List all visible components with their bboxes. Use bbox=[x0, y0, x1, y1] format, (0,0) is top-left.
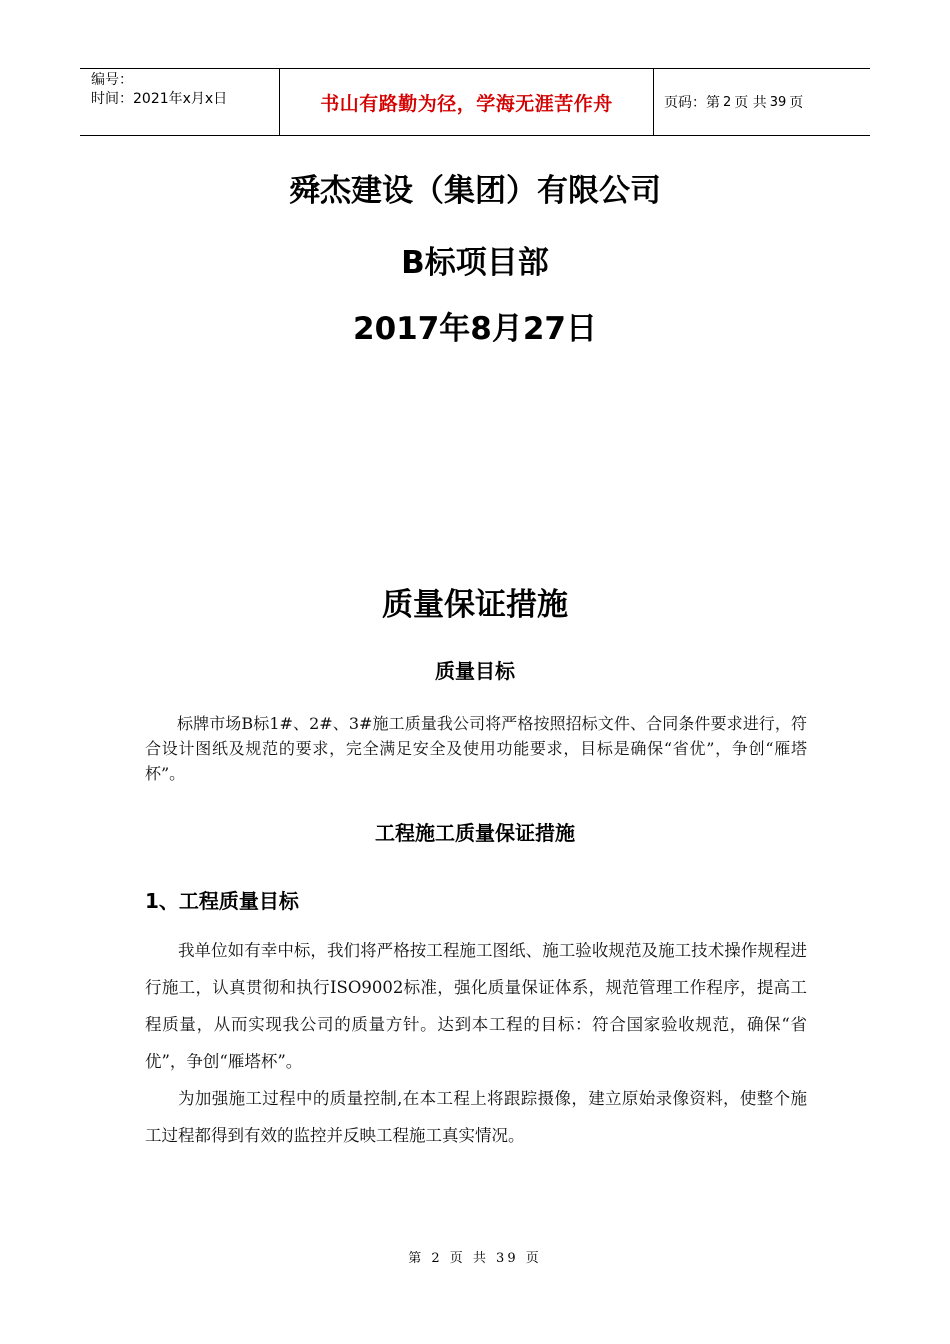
main-heading: 质量保证措施 bbox=[382, 587, 568, 623]
sub-heading-quality-goal: 质量目标 bbox=[435, 659, 515, 683]
page-label: 页码：第 bbox=[664, 95, 720, 111]
page-mid: 页 共 bbox=[734, 95, 767, 111]
paragraph-video-recording: 为加强施工过程中的质量控制,在本工程上将跟踪摄像，建立原始录像资料，使整个施工过程都得到有效的监控并反映工程施工真实情况。 bbox=[145, 1089, 807, 1145]
header-page-info bbox=[654, 69, 870, 135]
number-label: 编号： bbox=[91, 72, 133, 88]
page-header bbox=[80, 68, 870, 136]
page-total: 39 bbox=[769, 94, 787, 110]
header-meta bbox=[80, 69, 280, 135]
paragraph-section-1: 我单位如有幸中标，我们将严格按工程施工图纸、施工验收规范及施工技术操作规程进行施工，认真贯彻和执行ISO9002标准，强化质量保证体系，规范管理工作程序，提高工程质量，从而实现我公司的质量方针。达到本工程的目标：符合国家验收规范，确保“省优”，争创“雁塔杯”。 bbox=[145, 941, 807, 1071]
department-title: B标项目部 bbox=[401, 245, 549, 281]
section-1-title: 1、工程质量目标 bbox=[145, 889, 299, 913]
page-current: 2 bbox=[723, 94, 732, 110]
page-footer: 第 2 页 共 39 页 bbox=[408, 1251, 542, 1266]
page-suffix: 页 bbox=[789, 95, 804, 111]
header-motto: 书山有路勤为径，学海无涯苦作舟 bbox=[280, 69, 654, 135]
time-label: 时间：2021年x月x日 bbox=[91, 91, 228, 107]
paragraph-quality-goal: 标牌市场B标1#、2#、3#施工质量我公司将严格按照招标文件、合同条件要求进行，符合设计图纸及规范的要求，完全满足安全及使用功能要求，目标是确保“省优”，争创“雁塔杯”。 bbox=[145, 714, 807, 783]
company-title: 舜杰建设（集团）有限公司 bbox=[289, 173, 661, 209]
sub-heading-quality-measures: 工程施工质量保证措施 bbox=[375, 821, 575, 845]
date-title: 2017年8月27日 bbox=[353, 311, 597, 347]
